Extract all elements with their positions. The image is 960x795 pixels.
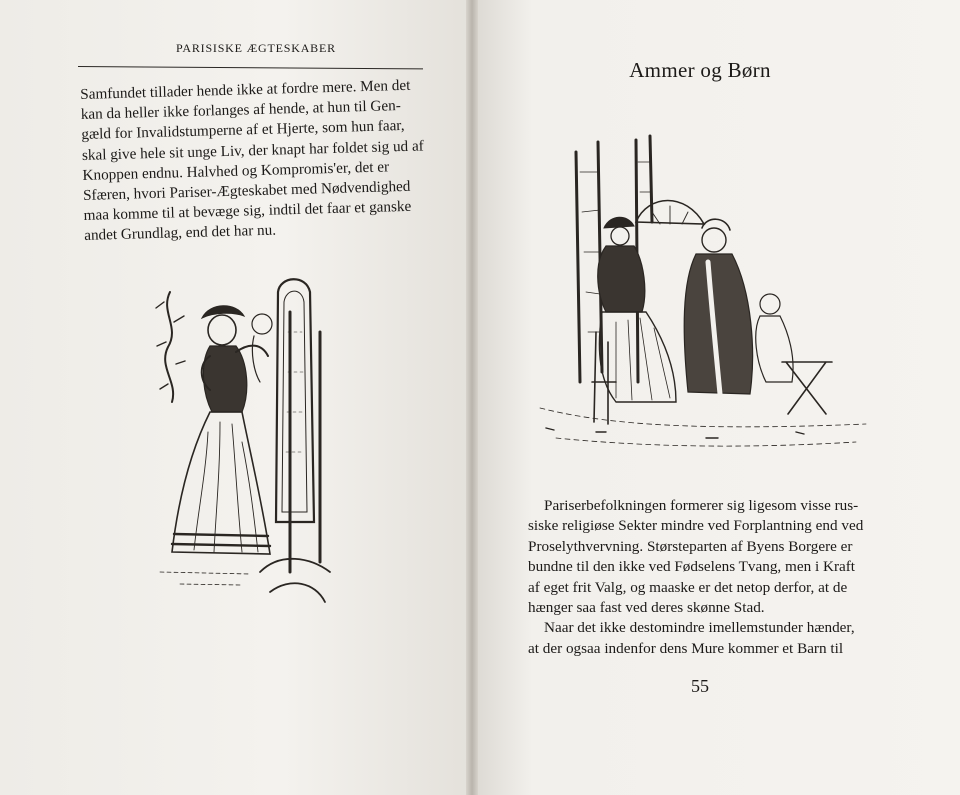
text-line: at der ogsaa indenfor dens Mure kommer et Barn til <box>528 639 844 657</box>
text-line: siske religiøse Sekter mindre ved Forplantning end ved <box>528 517 864 535</box>
text-line: gæld for Invalidstumperne af et Hjerte, som hun faar, <box>81 117 405 144</box>
text-line: hænger saa fast ved deres skønne Stad. <box>528 599 765 617</box>
right-page-text <box>528 496 868 659</box>
text-line: Pariserbefolkningen formerer sig ligesom visse rus- <box>544 497 859 514</box>
text-line: Knoppen endnu. Halvhed og Kompromis'er, det er <box>82 158 390 184</box>
text-line: af eget frit Valg, og maaske er det netop derfor, at de <box>528 578 848 596</box>
text-line: maa komme til at bevæge sig, indtil det faar et ganske <box>83 198 412 225</box>
text-line: kan da heller ikke forlanges af hende, at hun til Gen- <box>80 97 402 124</box>
engraving-woman-at-mirror <box>150 272 340 617</box>
page-number: 55 <box>691 676 709 696</box>
left-page-text <box>80 75 434 246</box>
text-line: Proselythvervning. Størsteparten af Byens Borgere er <box>528 537 853 555</box>
engraving-nurses-with-parasol <box>536 132 872 472</box>
text-line: Samfundet tillader hende ikke at fordre mere. Men det <box>80 76 411 103</box>
chapter-title: Ammer og Børn <box>629 58 771 82</box>
running-head: PARISISKE ÆGTESKABER <box>176 41 336 55</box>
text-line: bundne til den ikke ved Fødselens Tvang, men i Kraft <box>528 558 856 576</box>
text-line: Naar det ikke destomindre imellemstunder hænder, <box>544 619 855 637</box>
text-line: skal give hele sit unge Liv, der knapt har foldet sig ud af <box>81 137 424 164</box>
book-gutter <box>466 0 478 795</box>
text-line: Sfæren, hvori Pariser-Ægteskabet med Nødvendighed <box>82 177 411 204</box>
text-line: andet Grundlag, end det har nu. <box>83 222 277 245</box>
